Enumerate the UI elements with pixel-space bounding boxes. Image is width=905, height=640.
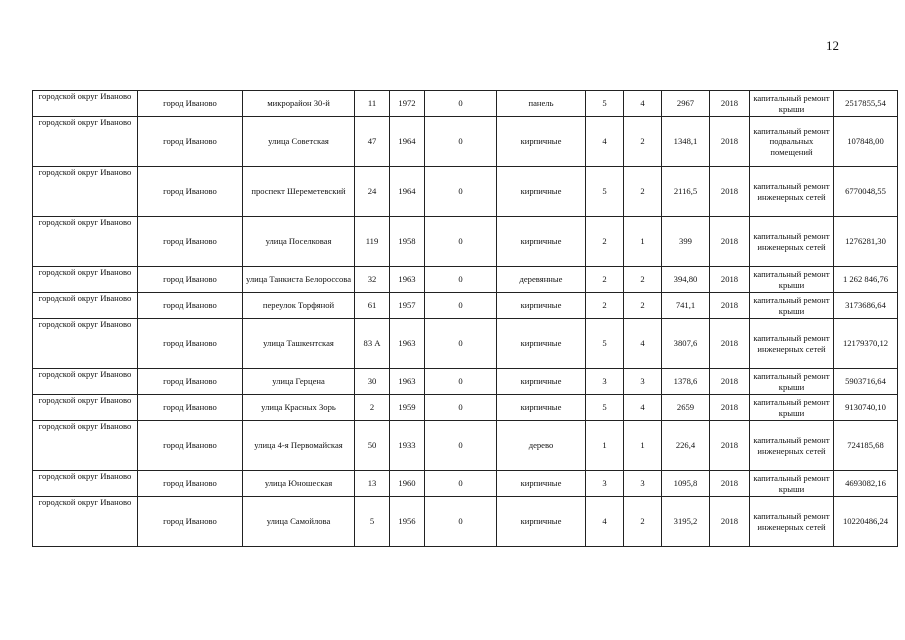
cost-cell: 3173686,64 [834, 293, 898, 319]
floors-cell: 3 [586, 369, 624, 395]
district-cell: городской округ Иваново [33, 319, 138, 369]
year-built-cell: 1963 [390, 267, 425, 293]
table-row [33, 267, 898, 293]
cost-cell: 4693082,16 [834, 471, 898, 497]
house-number-cell: 24 [355, 167, 390, 217]
plan-year-cell: 2018 [710, 471, 750, 497]
floors-cell: 3 [586, 471, 624, 497]
year-reconstruction-cell: 0 [425, 293, 497, 319]
plan-year-cell: 2018 [710, 217, 750, 267]
year-reconstruction-cell: 0 [425, 421, 497, 471]
wall-material-cell: кирпичные [497, 217, 586, 267]
table-row [33, 421, 898, 471]
street-cell: улица Танкиста Белороссова [243, 267, 355, 293]
cost-cell: 107848,00 [834, 117, 898, 167]
entrances-cell: 2 [624, 497, 662, 547]
locality-cell: город Иваново [138, 319, 243, 369]
work-type-cell: капитальный ремонт крыши [750, 91, 834, 117]
work-type-cell: капитальный ремонт инженерных сетей [750, 217, 834, 267]
locality-cell: город Иваново [138, 395, 243, 421]
table-row [33, 217, 898, 267]
year-built-cell: 1933 [390, 421, 425, 471]
locality-cell: город Иваново [138, 497, 243, 547]
district-cell: городской округ Иваново [33, 217, 138, 267]
wall-material-cell: кирпичные [497, 117, 586, 167]
year-built-cell: 1963 [390, 369, 425, 395]
floors-cell: 5 [586, 167, 624, 217]
work-type-cell: капитальный ремонт крыши [750, 293, 834, 319]
table-row [33, 369, 898, 395]
work-type-cell: капитальный ремонт крыши [750, 369, 834, 395]
work-type-cell: капитальный ремонт подвальных помещений [750, 117, 834, 167]
floors-cell: 2 [586, 217, 624, 267]
floors-cell: 5 [586, 91, 624, 117]
year-built-cell: 1958 [390, 217, 425, 267]
district-cell: городской округ Иваново [33, 167, 138, 217]
street-cell: улица Красных Зорь [243, 395, 355, 421]
year-built-cell: 1960 [390, 471, 425, 497]
table-row [33, 167, 898, 217]
street-cell: переулок Торфяной [243, 293, 355, 319]
year-reconstruction-cell: 0 [425, 369, 497, 395]
year-built-cell: 1972 [390, 91, 425, 117]
plan-year-cell: 2018 [710, 167, 750, 217]
floors-cell: 1 [586, 421, 624, 471]
house-number-cell: 30 [355, 369, 390, 395]
year-built-cell: 1959 [390, 395, 425, 421]
area-cell: 2116,5 [662, 167, 710, 217]
street-cell: улица Герцена [243, 369, 355, 395]
cost-cell: 9130740,10 [834, 395, 898, 421]
floors-cell: 2 [586, 267, 624, 293]
year-built-cell: 1964 [390, 167, 425, 217]
wall-material-cell: панель [497, 91, 586, 117]
street-cell: улица Поселковая [243, 217, 355, 267]
street-cell: улица 4-я Первомайская [243, 421, 355, 471]
entrances-cell: 1 [624, 421, 662, 471]
district-cell: городской округ Иваново [33, 369, 138, 395]
locality-cell: город Иваново [138, 117, 243, 167]
district-cell: городской округ Иваново [33, 293, 138, 319]
entrances-cell: 2 [624, 167, 662, 217]
house-number-cell: 5 [355, 497, 390, 547]
plan-year-cell: 2018 [710, 421, 750, 471]
table-row [33, 91, 898, 117]
house-number-cell: 50 [355, 421, 390, 471]
year-reconstruction-cell: 0 [425, 319, 497, 369]
floors-cell: 4 [586, 117, 624, 167]
plan-year-cell: 2018 [710, 117, 750, 167]
area-cell: 1095,8 [662, 471, 710, 497]
cost-cell: 1 262 846,76 [834, 267, 898, 293]
street-cell: проспект Шереметевский [243, 167, 355, 217]
area-cell: 399 [662, 217, 710, 267]
year-built-cell: 1957 [390, 293, 425, 319]
entrances-cell: 2 [624, 293, 662, 319]
district-cell: городской округ Иваново [33, 267, 138, 293]
district-cell: городской округ Иваново [33, 471, 138, 497]
street-cell: улица Юношеская [243, 471, 355, 497]
table-row [33, 497, 898, 547]
work-type-cell: капитальный ремонт крыши [750, 395, 834, 421]
year-built-cell: 1956 [390, 497, 425, 547]
plan-year-cell: 2018 [710, 293, 750, 319]
locality-cell: город Иваново [138, 421, 243, 471]
floors-cell: 5 [586, 319, 624, 369]
plan-year-cell: 2018 [710, 267, 750, 293]
wall-material-cell: кирпичные [497, 167, 586, 217]
cost-cell: 724185,68 [834, 421, 898, 471]
plan-year-cell: 2018 [710, 91, 750, 117]
locality-cell: город Иваново [138, 293, 243, 319]
year-reconstruction-cell: 0 [425, 167, 497, 217]
area-cell: 2967 [662, 91, 710, 117]
entrances-cell: 4 [624, 319, 662, 369]
year-reconstruction-cell: 0 [425, 471, 497, 497]
work-type-cell: капитальный ремонт инженерных сетей [750, 497, 834, 547]
wall-material-cell: кирпичные [497, 497, 586, 547]
wall-material-cell: деревянные [497, 267, 586, 293]
year-reconstruction-cell: 0 [425, 117, 497, 167]
year-reconstruction-cell: 0 [425, 91, 497, 117]
year-reconstruction-cell: 0 [425, 217, 497, 267]
floors-cell: 4 [586, 497, 624, 547]
street-cell: улица Советская [243, 117, 355, 167]
locality-cell: город Иваново [138, 369, 243, 395]
house-number-cell: 61 [355, 293, 390, 319]
house-number-cell: 119 [355, 217, 390, 267]
locality-cell: город Иваново [138, 91, 243, 117]
wall-material-cell: кирпичные [497, 471, 586, 497]
floors-cell: 2 [586, 293, 624, 319]
entrances-cell: 4 [624, 91, 662, 117]
locality-cell: город Иваново [138, 167, 243, 217]
table-row [33, 319, 898, 369]
locality-cell: город Иваново [138, 471, 243, 497]
floors-cell: 5 [586, 395, 624, 421]
year-reconstruction-cell: 0 [425, 497, 497, 547]
house-number-cell: 13 [355, 471, 390, 497]
year-built-cell: 1964 [390, 117, 425, 167]
locality-cell: город Иваново [138, 267, 243, 293]
table-row [33, 117, 898, 167]
work-type-cell: капитальный ремонт инженерных сетей [750, 319, 834, 369]
street-cell: улица Ташкентская [243, 319, 355, 369]
work-type-cell: капитальный ремонт крыши [750, 267, 834, 293]
plan-year-cell: 2018 [710, 395, 750, 421]
plan-year-cell: 2018 [710, 369, 750, 395]
wall-material-cell: кирпичные [497, 395, 586, 421]
table-row [33, 395, 898, 421]
cost-cell: 2517855,54 [834, 91, 898, 117]
page-number: 12 [826, 38, 839, 53]
table-row [33, 293, 898, 319]
district-cell: городской округ Иваново [33, 395, 138, 421]
housing-repair-table [32, 90, 898, 547]
house-number-cell: 11 [355, 91, 390, 117]
entrances-cell: 4 [624, 395, 662, 421]
wall-material-cell: кирпичные [497, 369, 586, 395]
cost-cell: 6770048,55 [834, 167, 898, 217]
area-cell: 1378,6 [662, 369, 710, 395]
area-cell: 226,4 [662, 421, 710, 471]
locality-cell: город Иваново [138, 217, 243, 267]
district-cell: городской округ Иваново [33, 117, 138, 167]
year-built-cell: 1963 [390, 319, 425, 369]
area-cell: 1348,1 [662, 117, 710, 167]
area-cell: 741,1 [662, 293, 710, 319]
cost-cell: 10220486,24 [834, 497, 898, 547]
cost-cell: 1276281,30 [834, 217, 898, 267]
entrances-cell: 1 [624, 217, 662, 267]
plan-year-cell: 2018 [710, 319, 750, 369]
entrances-cell: 3 [624, 471, 662, 497]
plan-year-cell: 2018 [710, 497, 750, 547]
year-reconstruction-cell: 0 [425, 267, 497, 293]
work-type-cell: капитальный ремонт инженерных сетей [750, 421, 834, 471]
house-number-cell: 2 [355, 395, 390, 421]
area-cell: 3807,6 [662, 319, 710, 369]
entrances-cell: 2 [624, 117, 662, 167]
entrances-cell: 3 [624, 369, 662, 395]
entrances-cell: 2 [624, 267, 662, 293]
year-reconstruction-cell: 0 [425, 395, 497, 421]
street-cell: улица Самойлова [243, 497, 355, 547]
area-cell: 3195,2 [662, 497, 710, 547]
table-row [33, 471, 898, 497]
work-type-cell: капитальный ремонт крыши [750, 471, 834, 497]
table-body [33, 91, 898, 547]
cost-cell: 12179370,12 [834, 319, 898, 369]
street-cell: микрорайон 30-й [243, 91, 355, 117]
wall-material-cell: кирпичные [497, 319, 586, 369]
house-number-cell: 47 [355, 117, 390, 167]
house-number-cell: 83 А [355, 319, 390, 369]
wall-material-cell: кирпичные [497, 293, 586, 319]
area-cell: 2659 [662, 395, 710, 421]
wall-material-cell: дерево [497, 421, 586, 471]
work-type-cell: капитальный ремонт инженерных сетей [750, 167, 834, 217]
district-cell: городской округ Иваново [33, 91, 138, 117]
area-cell: 394,80 [662, 267, 710, 293]
house-number-cell: 32 [355, 267, 390, 293]
cost-cell: 5903716,64 [834, 369, 898, 395]
district-cell: городской округ Иваново [33, 421, 138, 471]
district-cell: городской округ Иваново [33, 497, 138, 547]
